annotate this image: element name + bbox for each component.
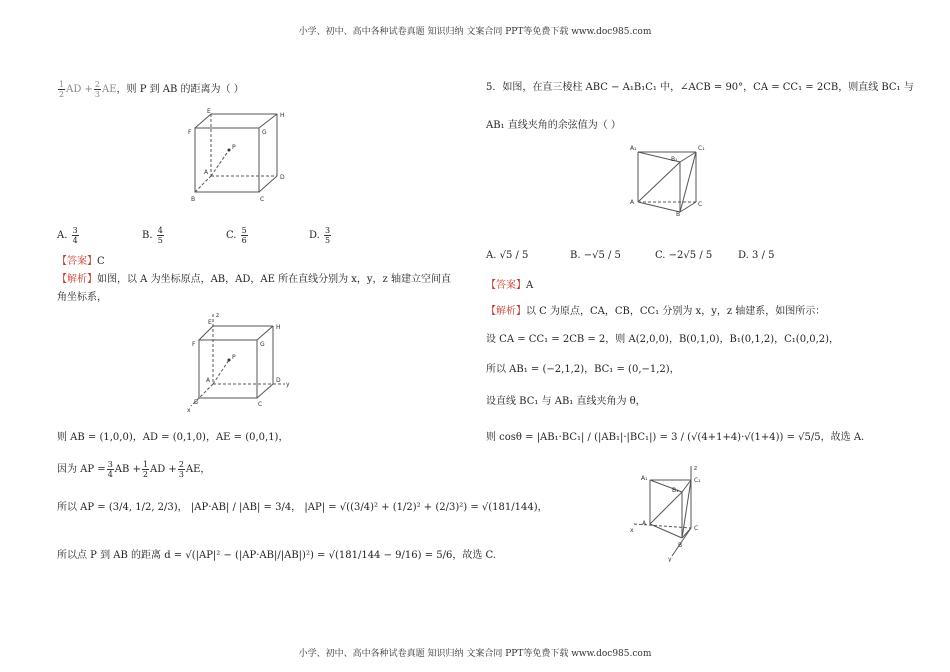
- q5-coords-line: 设 CA = CC₁ = 2CB = 2，则 A(2,0,0)，B(0,1,0)，B₁(0,1,2)，C₁(0,0,2)，: [486, 334, 840, 345]
- cube-figure: [185, 108, 295, 208]
- cube2-label-D: D: [276, 377, 281, 384]
- cube2-label-C: C: [258, 401, 263, 408]
- prism-label-B: B: [676, 211, 681, 216]
- q4-option-d: D. $\frac{3}{5}$: [309, 226, 331, 245]
- q4-fraction-1: $\frac{1}{2}$: [59, 80, 65, 99]
- page-footer: 小学、初中、高中各种试卷真题 知识归纳 文案合同 PPT等免费下载 www.doc985.com: [298, 649, 652, 659]
- q4-so-line: 所以 AP = (3/4, 1/2, 2/3)， |AP·AB| / |AB| = 3/4， |AP| = √((3/4)² + (1/2)² + (2/3)²) = √(181/144)，: [57, 502, 548, 513]
- cube-label-D: D: [280, 174, 285, 181]
- prism-label-A: A: [630, 199, 635, 206]
- q5-analysis-line1: 【解析】以 C 为原点，CA，CB，CC₁ 分别为 x，y，z 轴建系，如图所示：: [486, 306, 826, 317]
- axis-label-y: y: [286, 381, 290, 388]
- q5-vectors-line: 所以 AB₁ = (−2,1,2)，BC₁ = (0,−1,2)，: [486, 364, 680, 375]
- prism-label-B1: B₁: [671, 156, 678, 163]
- prism-label-C1: C₁: [698, 145, 705, 152]
- q5-option-b: B. −√5 / 5: [570, 250, 621, 261]
- q4-vectors-line: 则 AB = (1,0,0)，AD = (0,1,0)，AE = (0,0,1)，: [57, 432, 289, 443]
- cube2-label-G: G: [260, 341, 265, 348]
- q5-option-d: D. 3 / 5: [738, 250, 775, 261]
- prism-label-C: C: [698, 201, 703, 208]
- prism2-label-C1: C₁: [694, 477, 701, 484]
- q4-analysis-line1: 【解析】如图，以 A 为坐标原点，AB，AD，AE 所在直线分别为 x，y，z 轴建立空间直: [57, 274, 452, 285]
- q5-option-c: C. −2√5 / 5: [655, 250, 713, 261]
- q4-ap-line: 因为 AP = $\frac{3}{4}$ AB + $\frac{1}{2}$ AD + $\frac{2}{3}$ AE，: [57, 460, 211, 479]
- cube-label-E: E: [207, 108, 211, 115]
- q4-option-a: A. $\frac{3}{4}$: [57, 226, 78, 245]
- axis-label-x2: x: [630, 527, 634, 534]
- cube-label-P: P: [232, 144, 236, 151]
- cube-label-G: G: [262, 129, 267, 136]
- axis-label-z2: z: [694, 465, 698, 472]
- q5-option-a: A. √5 / 5: [486, 250, 529, 261]
- cube-label-F: F: [188, 129, 192, 136]
- q4-option-c: C. $\frac{5}{6}$: [226, 226, 247, 245]
- q4-answer: 【答案】C: [57, 256, 105, 267]
- q5-stem-line1: 5．如图，在直三棱柱 ABC − A₁B₁C₁ 中，∠ACB = 90°，CA = CC₁ = 2CB，则直线 BC₁ 与: [486, 82, 914, 93]
- cube-label-H: H: [280, 112, 285, 119]
- q4-fraction-2: $\frac{2}{3}$: [94, 80, 100, 99]
- cube2-label-F: F: [192, 341, 196, 348]
- axis-label-y2: y: [668, 556, 672, 562]
- q4-analysis-line2: 角坐标系，: [57, 292, 107, 303]
- q5-stem-line2: AB₁ 直线夹角的余弦值为（ ）: [486, 120, 621, 131]
- axis-label-z: z: [216, 312, 220, 319]
- cube-label-C: C: [260, 196, 265, 203]
- q5-answer: 【答案】A: [486, 280, 534, 291]
- prism2-label-A: A: [642, 520, 647, 527]
- cube2-label-A: A: [206, 377, 211, 384]
- prism-coordinate-figure: [628, 462, 718, 562]
- q4-final-line: 所以点 P 到 AB 的距离 d = √(|AP|² − (|AP·AB|/|AB|)²) = √(181/144 − 9/16) = 5/6，故选 C.: [57, 550, 496, 561]
- cube-label-A: A: [204, 169, 209, 176]
- cube2-label-H: H: [276, 324, 281, 331]
- cube-label-B: B: [191, 196, 196, 203]
- cube2-label-P: P: [232, 354, 236, 361]
- page-header: 小学、初中、高中各种试卷真题 知识归纳 文案合同 PPT等免费下载 www.doc985.com: [298, 27, 652, 37]
- q4-option-b: B. $\frac{4}{5}$: [142, 226, 163, 245]
- cube-coordinate-figure: [185, 310, 295, 414]
- axis-label-x: x: [187, 407, 191, 414]
- prism-label-A1: A₁: [630, 145, 637, 152]
- q4-stem-tail: $\frac{1}{2}$ AD + $\frac{2}{3}$ AE，则 P 到 AB 的距离为（ ）: [59, 80, 244, 99]
- q5-theta-line: 设直线 BC₁ 与 AB₁ 直线夹角为 θ，: [486, 396, 646, 407]
- prism2-label-A1: A₁: [641, 475, 648, 482]
- cube2-label-B: B: [194, 399, 199, 406]
- prism2-label-B: B: [678, 542, 683, 549]
- cube2-label-E: E: [208, 319, 212, 326]
- prism2-label-B1: B₁: [672, 487, 679, 494]
- prism-figure: [628, 142, 708, 216]
- q5-cos-line: 则 cosθ = |AB₁·BC₁| / (|AB₁|·|BC₁|) = 3 / (√(4+1+4)·√(1+4)) = √5/5，故选 A.: [486, 432, 865, 443]
- prism2-label-C: C: [694, 525, 699, 532]
